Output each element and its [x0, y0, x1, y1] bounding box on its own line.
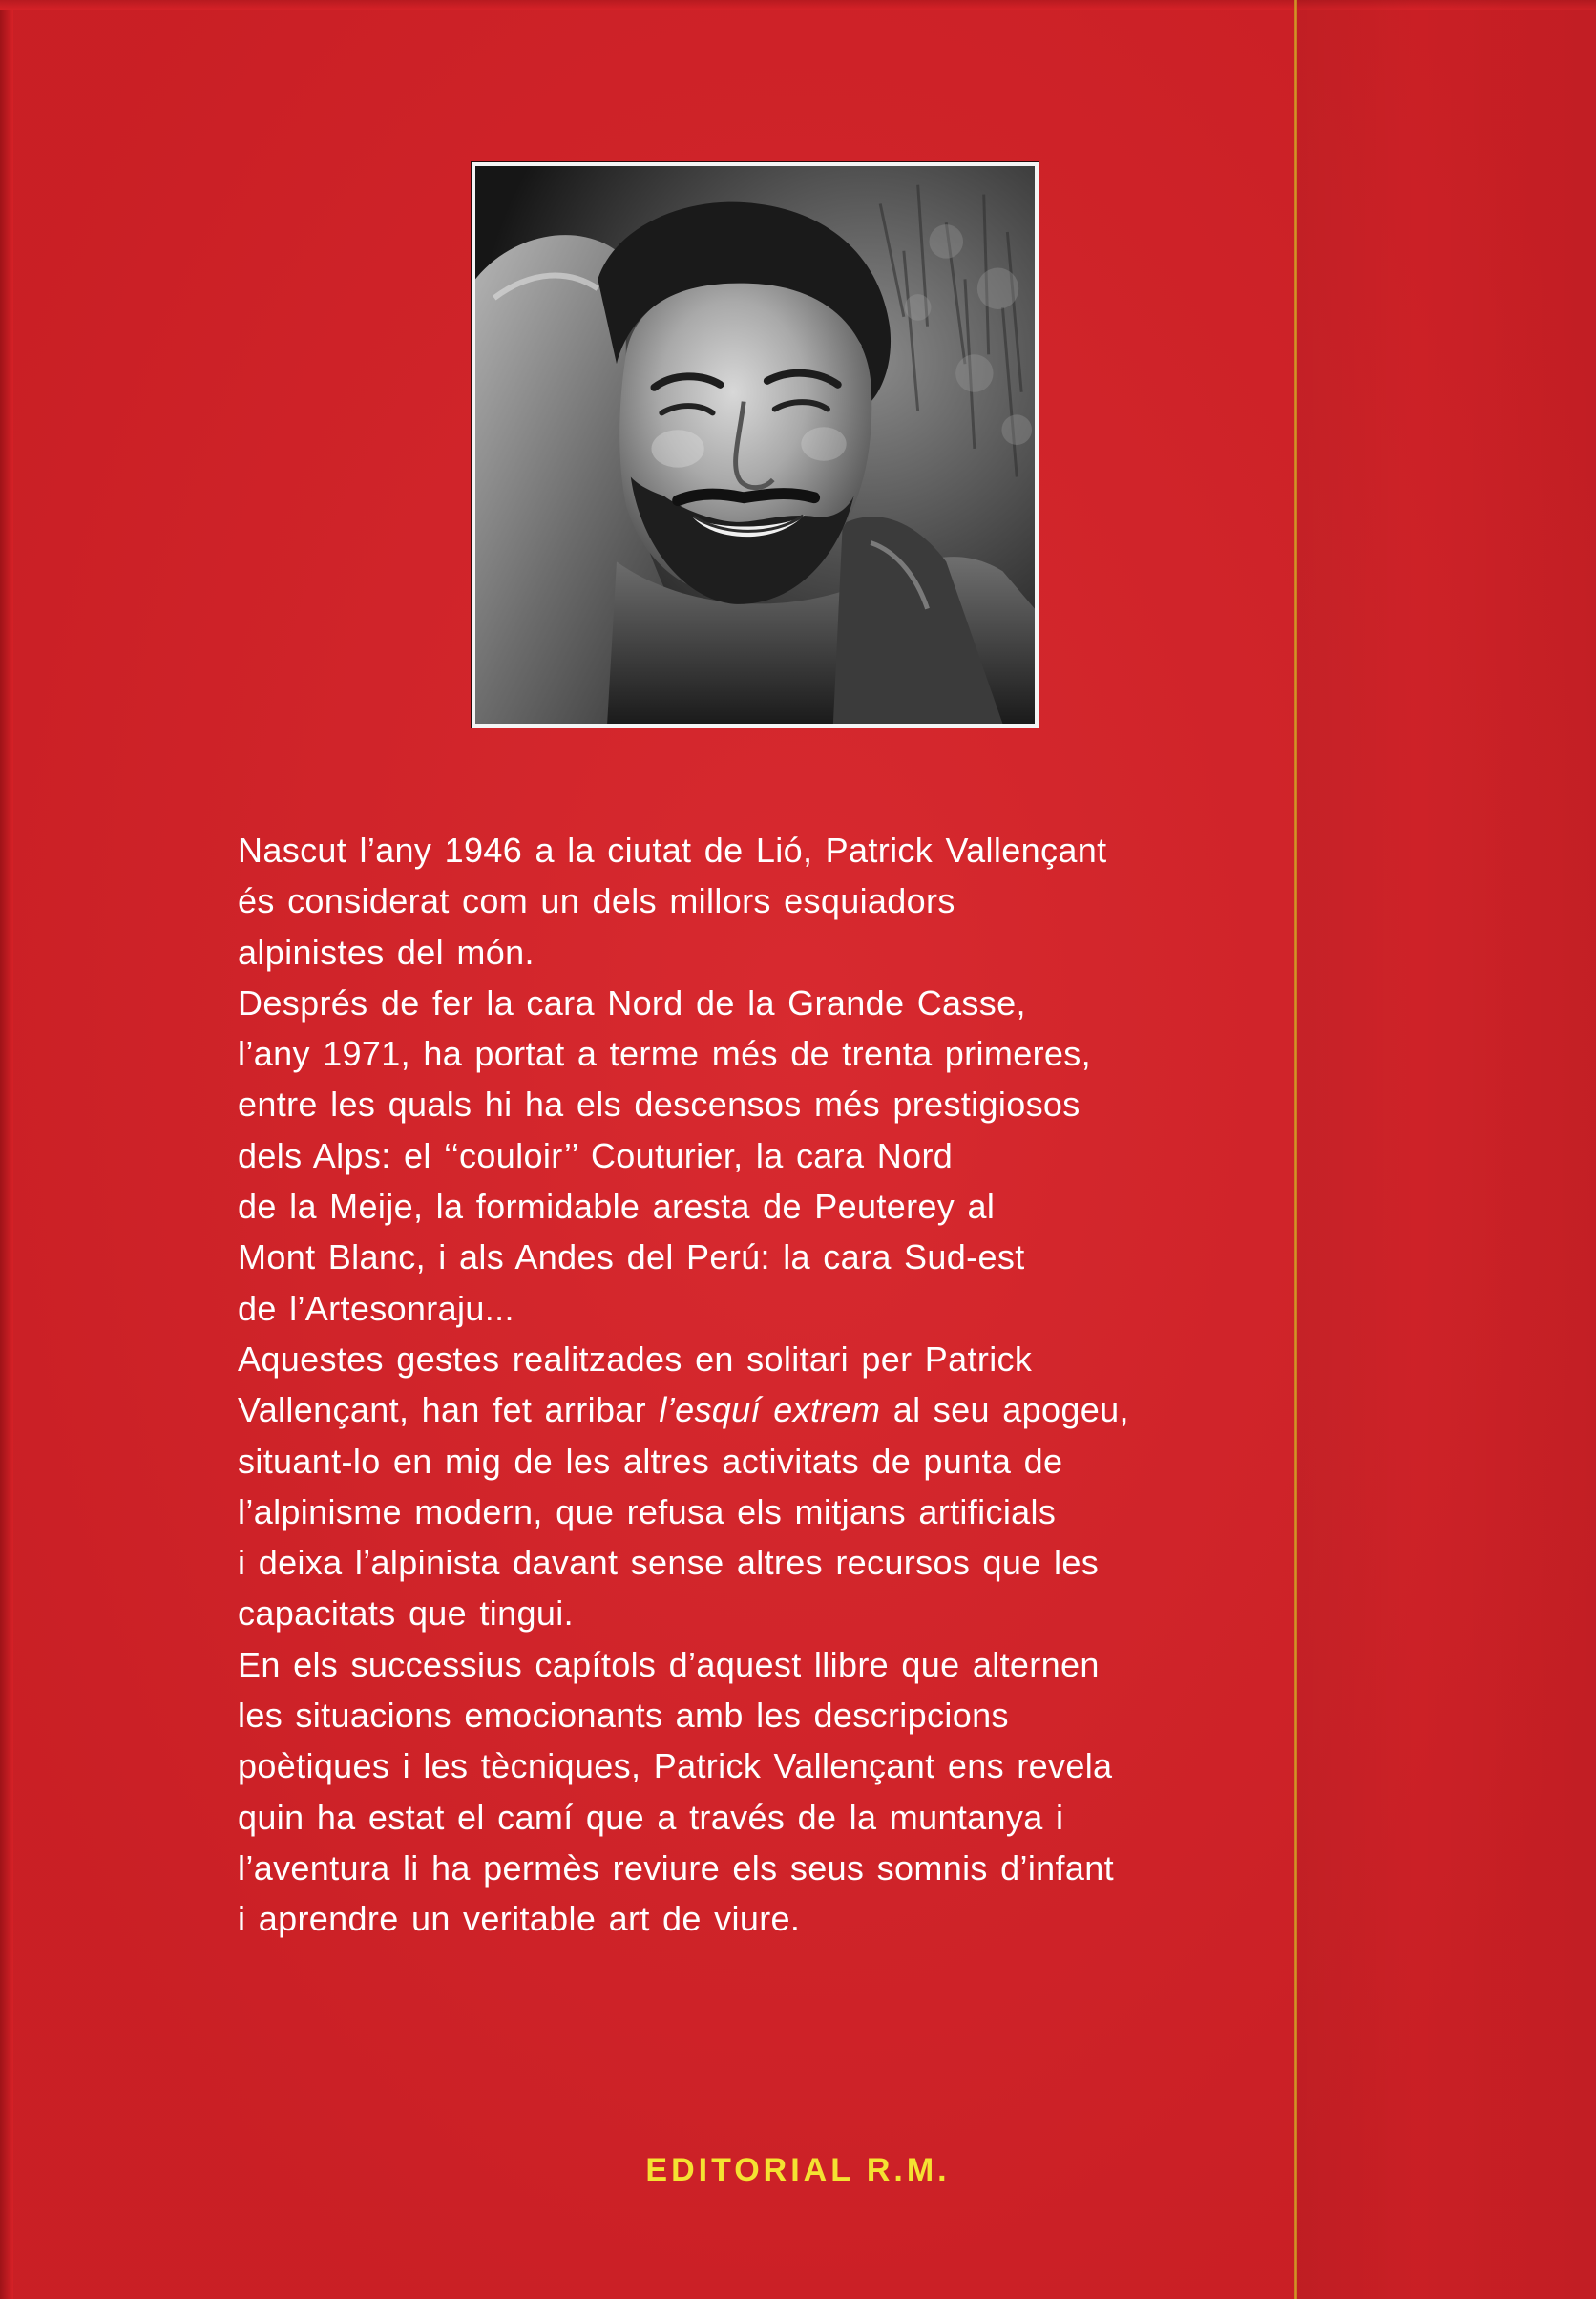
bio-paragraph-3 [238, 1334, 1269, 1639]
spine-flap [1297, 0, 1596, 2299]
bio-line: poètiques i les tècniques, Patrick Vallençant ens revela [238, 1746, 1113, 1786]
bio-line: l’aventura li ha permès reviure els seus somnis d’infant [238, 1847, 1115, 1888]
bio-line: les situacions emocionants amb les descripcions [238, 1696, 1009, 1736]
bio-text: Vallençant, han fet arribar [238, 1390, 660, 1430]
bio-line: Nascut l’any 1946 a la ciutat de Lió, Patrick Vallençant [238, 831, 1107, 870]
bio-line: de l’Artesonraju... [238, 1288, 514, 1328]
bio-paragraph-4 [238, 1639, 1269, 1945]
bio-line: Després de fer la cara Nord de la Grande Casse, [238, 982, 1026, 1023]
bio-line: és considerat com un dels millors esquiadors [238, 881, 956, 921]
bio-line: entre les quals hi ha els descensos més prestigiosos [238, 1085, 1081, 1125]
bio-line: l’alpinisme modern, que refusa els mitjans artificials [238, 1491, 1057, 1531]
bio-line: Aquestes gestes realitzades en solitari per Patrick [238, 1339, 1033, 1379]
bio-paragraph-1 [238, 825, 1269, 978]
bio-line: Mont Blanc, i als Andes del Perú: la cara Sud-est [238, 1237, 1025, 1277]
author-portrait-photo [472, 162, 1039, 728]
bio-italic-term: l’esquí extrem [659, 1390, 881, 1430]
author-biography-text [238, 825, 1269, 1945]
bio-line: i aprendre un veritable art de viure. [238, 1899, 801, 1939]
bio-line: i deixa l’alpinista davant sense altres recursos que les [238, 1543, 1100, 1583]
bio-line: de la Meije, la formidable aresta de Peuterey al [238, 1187, 996, 1227]
bio-paragraph-2 [238, 978, 1269, 1334]
bio-line: l’any 1971, ha portat a terme més de trenta primeres, [238, 1034, 1091, 1074]
bio-line: En els successius capítols d’aquest llibre que alternen [238, 1644, 1100, 1684]
bio-line: situant-lo en mig de les altres activitats de punta de [238, 1441, 1063, 1481]
bio-line: alpinistes del món. [238, 932, 535, 972]
publisher-name: EDITORIAL R.M. [645, 2152, 951, 2188]
portrait-photo-icon [475, 166, 1035, 724]
bio-line: dels Alps: el ‘‘couloir’’ Couturier, la cara Nord [238, 1135, 954, 1175]
bio-text: al seu apogeu, [880, 1390, 1129, 1430]
cover-left-edge [0, 0, 13, 2299]
bio-line: quin ha estat el camí que a través de la muntanya i [238, 1797, 1064, 1837]
bio-line [238, 1384, 1269, 1435]
bio-line: capacitats que tingui. [238, 1593, 574, 1634]
